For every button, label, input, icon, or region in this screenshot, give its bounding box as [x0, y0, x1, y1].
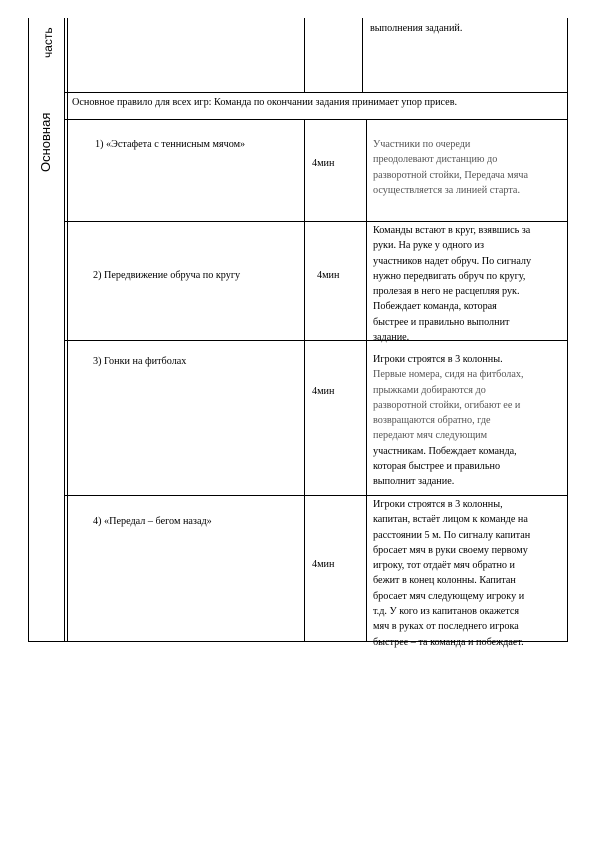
game-1-desc-line: Участники по очереди	[373, 139, 471, 150]
game-3-time: 4мин	[312, 386, 335, 397]
game-1-description	[373, 137, 528, 198]
game-3-desc-line: возвращаются обратно, где	[373, 415, 491, 427]
side-label-part: часть	[41, 27, 55, 58]
game-2-desc-line: пролезая в него не расцепляя рук.	[373, 286, 520, 298]
game-3-desc-line: разворотной стойки, огибают ее и	[373, 399, 521, 411]
game-4-time: 4мин	[312, 559, 335, 570]
game-2-name: 2) Передвижение обруча по кругу	[93, 270, 241, 281]
col-divider-1b	[67, 18, 68, 642]
game-3-desc-line: прыжками добираются до	[373, 384, 486, 396]
game-4-desc-line: мяч в руках от последнего игрока	[373, 621, 519, 633]
game-4-desc-line: расстоянии 5 м. По сигналу капитан	[373, 529, 531, 541]
col-divider-1	[64, 18, 65, 642]
game-4-desc-line: бежит в конец колонны. Капитан	[373, 575, 516, 587]
col-divider-3	[366, 119, 367, 642]
game-2-desc-line: Побеждает команда, которая	[373, 301, 497, 313]
table-border-left	[28, 18, 29, 642]
game-1-desc-line: осуществляется за линией старта.	[373, 184, 520, 196]
game-3-desc-line: Первые номера, сидя на фитболах,	[373, 369, 524, 381]
game-4-desc-line: быстрее – та команда и побеждает.	[373, 636, 524, 648]
game-4-description	[373, 497, 530, 650]
game-1-desc-line: разворотной стойки, Передача мяча	[373, 169, 529, 181]
row-divider-3	[64, 495, 568, 496]
game-2-desc-line: задание.	[373, 332, 410, 344]
game-3-name: 3) Гонки на фитболах	[93, 356, 187, 367]
game-4-desc-line: капитан, встаёт лицом к команде на	[373, 514, 528, 526]
game-2-description	[373, 223, 531, 345]
row-divider-1	[64, 221, 568, 222]
rule-text: Основное правило для всех игр: Команда по окончании задания принимает упор присев.	[72, 97, 458, 108]
col-divider-3-top	[362, 18, 363, 92]
game-4-desc-line: т.д. У кого из капитанов окажется	[373, 606, 520, 618]
game-3-desc-line: выполнит задание.	[373, 476, 455, 488]
game-4-desc-line: бросает мяч следующему игроку и	[373, 590, 525, 602]
game-2-desc-line: нужно передвигать обруч по кругу,	[373, 270, 526, 282]
row-divider-top	[64, 92, 568, 93]
game-2-desc-line: быстрее и правильно выполнит	[373, 316, 510, 328]
game-1-name: 1) «Эстафета с теннисным мячом»	[95, 139, 246, 150]
table-border-right	[567, 18, 568, 642]
game-1-time: 4мин	[312, 158, 335, 169]
game-2-desc-line: Команды встают в круг, взявшись за	[373, 225, 531, 236]
game-4-desc-line: игроку, тот отдаёт мяч обратно и	[373, 560, 515, 572]
side-label-main: Основная	[38, 112, 53, 172]
top-row-description: выполнения заданий.	[370, 23, 463, 34]
game-4-name: 4) «Передал – бегом назад»	[93, 516, 212, 527]
game-2-time: 4мин	[317, 270, 340, 281]
game-3-desc-line: которая быстрее и правильно	[373, 461, 501, 473]
game-3-description	[373, 352, 524, 490]
game-3-desc-line: участникам. Побеждает команда,	[373, 445, 517, 457]
game-2-desc-line: участников надет обруч. По сигналу	[373, 255, 532, 267]
game-3-desc-line: Игроки строятся в 3 колонны.	[373, 354, 503, 365]
col-divider-2-top	[304, 18, 305, 92]
game-3-desc-line: передают мяч следующим	[373, 430, 488, 442]
game-2-desc-line: руки. На руке у одного из	[373, 240, 485, 252]
row-divider-rule	[64, 119, 568, 120]
game-4-desc-line: Игроки строятся в 3 колонны,	[373, 499, 503, 510]
game-4-desc-line: бросает мяч в руки своему первому	[373, 544, 528, 556]
col-divider-2	[304, 119, 305, 642]
game-1-desc-line: преодолевают дистанцию до	[373, 154, 498, 166]
